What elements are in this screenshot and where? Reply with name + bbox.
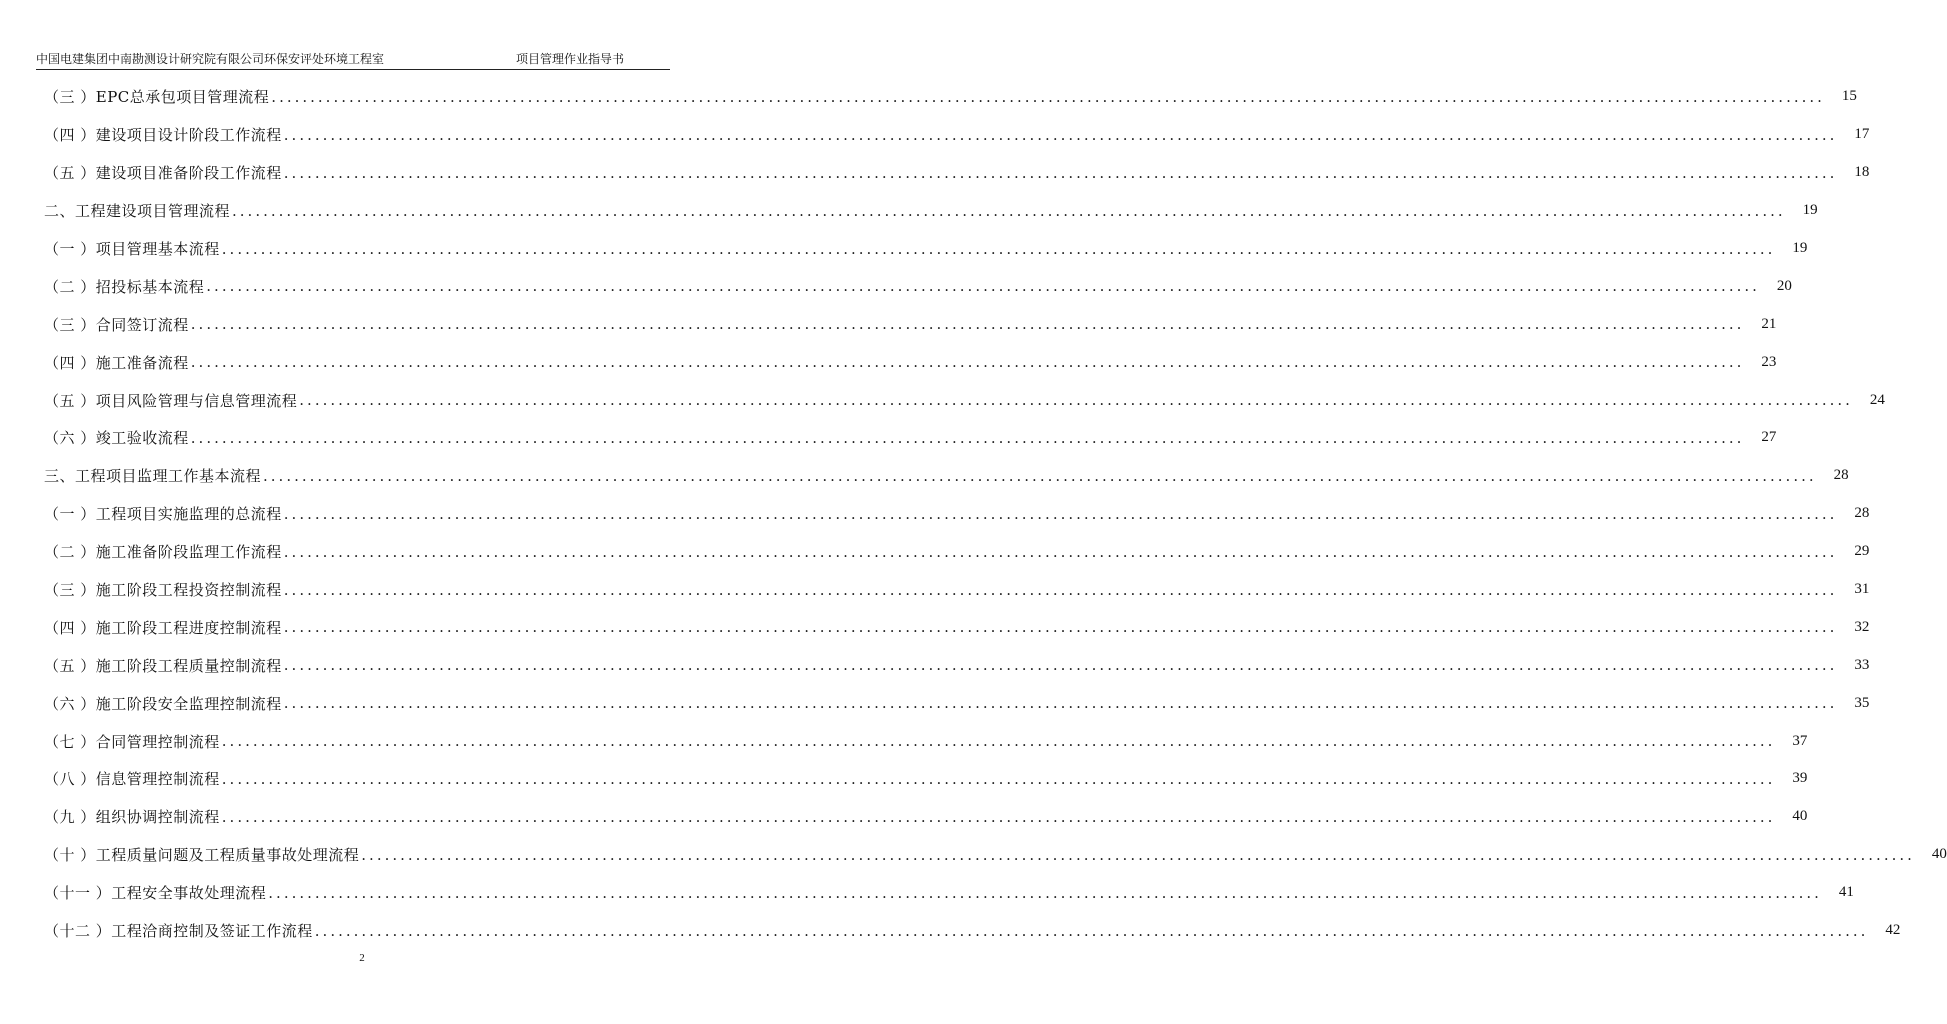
toc-entry-title: （六 ）竣工验收流程 (44, 429, 189, 448)
toc-entry-title: （三 ）合同签订流程 (44, 315, 189, 334)
toc-leader-dots: ........................................................................................................................................................................................................ (283, 163, 1838, 182)
toc-leader-dots: ........................................................................................................................................................................................................ (283, 542, 1838, 561)
toc-leader-dots: ........................................................................................................................................................................................................ (283, 656, 1838, 675)
toc-entry[interactable] (44, 419, 1777, 457)
toc-leader-dots: ........................................................................................................................................................................................................ (221, 807, 1776, 826)
toc-leader-dots: ........................................................................................................................................................................................................ (283, 125, 1838, 144)
toc-leader-dots: ........................................................................................................................................................................................................ (299, 391, 1853, 410)
toc-entry-page: 23 (1761, 353, 1777, 370)
toc-entry-page: 17 (1854, 126, 1870, 143)
toc-entry-title: （三 ）施工阶段工程投资控制流程 (44, 581, 282, 600)
header-divider (36, 69, 670, 70)
toc-entry-title: 三、工程项目监理工作基本流程 (44, 467, 262, 486)
toc-entry-title: （八 ）信息管理控制流程 (44, 770, 220, 789)
toc-entry-page: 29 (1854, 543, 1870, 560)
toc-entry[interactable] (44, 457, 1849, 495)
toc-entry-title: （十一 ）工程安全事故处理流程 (44, 884, 267, 903)
toc-entry-title: （九 ）组织协调控制流程 (44, 808, 220, 827)
toc-entry-page: 40 (1792, 808, 1808, 825)
toc-entry-page: 27 (1761, 429, 1777, 446)
toc-entry-page: 33 (1854, 656, 1870, 673)
toc-entry[interactable] (44, 760, 1808, 798)
toc-entry[interactable] (44, 722, 1808, 760)
toc-leader-dots: ........................................................................................................................................................................................................ (361, 845, 1915, 864)
toc-leader-dots: ........................................................................................................................................................................................................ (271, 87, 1825, 106)
toc-leader-dots: ........................................................................................................................................................................................................ (221, 239, 1776, 258)
toc-entry-title: （六 ）施工阶段安全监理控制流程 (44, 694, 282, 713)
toc-entry-title: （二 ）施工准备阶段监理工作流程 (44, 543, 282, 562)
toc-entry-page: 21 (1761, 315, 1777, 332)
toc-leader-dots: ........................................................................................................................................................................................................ (283, 694, 1838, 713)
toc-entry-title: （五 ）建设项目准备阶段工作流程 (44, 164, 282, 183)
toc-entry-page: 24 (1869, 391, 1885, 408)
toc-entry-page: 42 (1885, 922, 1901, 939)
toc-entry-page: 35 (1854, 694, 1870, 711)
toc-entry-page: 41 (1838, 884, 1854, 901)
toc-entry[interactable] (44, 495, 1870, 533)
toc-entry-page: 39 (1792, 770, 1808, 787)
toc-leader-dots: ........................................................................................................................................................................................................ (283, 504, 1838, 523)
toc-entry[interactable] (44, 154, 1870, 192)
toc-entry[interactable] (44, 343, 1777, 381)
toc-entry-page: 37 (1792, 732, 1808, 749)
toc-entry-page: 40 (1931, 846, 1947, 863)
toc-entry[interactable] (44, 305, 1777, 343)
toc-leader-dots: ........................................................................................................................................................................................................ (190, 353, 1745, 372)
toc-entry-title: （一 ）工程项目实施监理的总流程 (44, 505, 282, 524)
toc-entry[interactable] (44, 78, 1857, 116)
toc-leader-dots: ........................................................................................................................................................................................................ (206, 277, 1760, 296)
toc-entry[interactable] (44, 381, 1885, 419)
toc-entry-title: （十二 ）工程洽商控制及签证工作流程 (44, 922, 313, 941)
toc-leader-dots: ........................................................................................................................................................................................................ (314, 921, 1869, 940)
header-document-title: 项目管理作业指导书 (516, 52, 625, 66)
toc-entry-page: 31 (1854, 581, 1870, 598)
toc-entry-page: 20 (1776, 277, 1792, 294)
toc-entry[interactable] (44, 571, 1870, 609)
toc-entry-title: （五 ）施工阶段工程质量控制流程 (44, 656, 282, 675)
toc-entry-title: （十 ）工程质量问题及工程质量事故处理流程 (44, 846, 360, 865)
toc-entry-title: （四 ）施工准备流程 (44, 353, 189, 372)
toc-entry-title: （七 ）合同管理控制流程 (44, 732, 220, 751)
toc-entry[interactable] (44, 798, 1808, 836)
toc-entry[interactable] (44, 116, 1870, 154)
toc-entry[interactable] (44, 192, 1818, 230)
toc-entry[interactable] (44, 684, 1870, 722)
toc-entry-page: 18 (1854, 164, 1870, 181)
toc-entry-title: （一 ）项目管理基本流程 (44, 240, 220, 258)
toc-entry-page: 28 (1833, 467, 1849, 484)
toc-entry[interactable] (44, 608, 1870, 646)
toc-entry-title: （五 ）项目风险管理与信息管理流程 (44, 391, 298, 410)
table-of-contents (44, 78, 1947, 949)
toc-entry[interactable] (44, 533, 1870, 571)
toc-leader-dots: ........................................................................................................................................................................................................ (268, 883, 1822, 902)
toc-entry-title: （四 ）建设项目设计阶段工作流程 (44, 126, 282, 145)
toc-leader-dots: ........................................................................................................................................................................................................ (283, 580, 1838, 599)
toc-entry-page: 15 (1841, 88, 1857, 105)
toc-entry[interactable] (44, 646, 1870, 684)
toc-entry-title: 二、工程建设项目管理流程 (44, 202, 231, 221)
toc-entry-title: （三 ）EPC总承包项目管理流程 (44, 88, 270, 107)
footer-page-number: 2 (359, 952, 365, 964)
toc-leader-dots: ........................................................................................................................................................................................................ (283, 618, 1838, 637)
toc-entry-page: 32 (1854, 618, 1870, 635)
toc-leader-dots: ........................................................................................................................................................................................................ (221, 732, 1776, 751)
page-header (36, 50, 670, 68)
toc-entry[interactable] (44, 267, 1792, 305)
toc-entry[interactable] (44, 874, 1854, 912)
toc-leader-dots: ........................................................................................................................................................................................................ (221, 769, 1776, 788)
toc-leader-dots: ........................................................................................................................................................................................................ (190, 315, 1745, 334)
toc-entry[interactable] (44, 836, 1947, 874)
toc-entry-title: （二 ）招投标基本流程 (44, 277, 205, 296)
toc-leader-dots: ........................................................................................................................................................................................................ (232, 201, 1786, 220)
toc-leader-dots: ........................................................................................................................................................................................................ (190, 428, 1745, 447)
toc-entry-page: 28 (1854, 505, 1870, 522)
toc-entry-page: 19 (1792, 240, 1808, 256)
toc-entry[interactable] (44, 230, 1808, 268)
toc-entry-page: 19 (1802, 202, 1818, 219)
toc-leader-dots: ........................................................................................................................................................................................................ (263, 466, 1817, 485)
toc-entry[interactable] (44, 912, 1901, 950)
toc-entry-title: （四 ）施工阶段工程进度控制流程 (44, 618, 282, 637)
header-organization: 中国电建集团中南勘测设计研究院有限公司环保安评处环境工程室 (36, 52, 385, 66)
